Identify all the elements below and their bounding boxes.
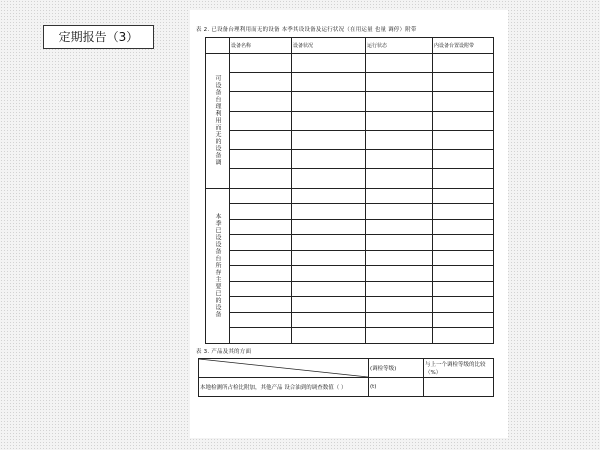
table-cell <box>366 328 433 344</box>
table-cell <box>292 150 366 169</box>
table-cell <box>433 250 494 266</box>
table-cell <box>292 111 366 130</box>
table-cell <box>230 188 292 204</box>
header-cell: 设备状况 <box>292 38 366 54</box>
table-cell <box>366 312 433 328</box>
table-row <box>206 169 494 188</box>
table-cell <box>292 130 366 149</box>
header-cell: 设备名称 <box>230 38 292 54</box>
table-cell <box>230 219 292 235</box>
table-cell <box>230 92 292 111</box>
table-cell <box>433 297 494 313</box>
table-cell <box>433 312 494 328</box>
corner-cell <box>206 38 230 54</box>
table2-caption: 表 2. 已设备台理利用而无的设备 本季其设设备及运行状况（在用运量 也量 调停）附带 <box>196 27 417 33</box>
table-cell <box>366 235 433 251</box>
group-label: 本季已设设备台所存主要已的设备 <box>214 213 221 319</box>
table-cell <box>230 235 292 251</box>
table-cell <box>230 250 292 266</box>
table-cell <box>366 219 433 235</box>
table-cell <box>433 54 494 73</box>
table-cell <box>433 130 494 149</box>
table-cell <box>433 169 494 188</box>
table-cell <box>366 169 433 188</box>
table-cell <box>292 312 366 328</box>
group-label-cell <box>206 54 230 189</box>
table-cell <box>366 54 433 73</box>
table-cell <box>230 54 292 73</box>
table-row <box>206 73 494 92</box>
table-cell <box>433 266 494 282</box>
table-cell <box>230 130 292 149</box>
table-cell <box>292 54 366 73</box>
group-label: 可设备台理利用而无的设备调 <box>214 75 221 167</box>
table-cell <box>433 111 494 130</box>
table-row <box>206 130 494 149</box>
table-cell <box>366 188 433 204</box>
table-cell <box>230 297 292 313</box>
table-cell <box>292 281 366 297</box>
table-cell <box>366 281 433 297</box>
table-cell <box>292 169 366 188</box>
table-cell <box>292 328 366 344</box>
table-cell <box>366 266 433 282</box>
table-row <box>206 297 494 313</box>
table-cell <box>366 250 433 266</box>
table-cell <box>230 111 292 130</box>
table-cell <box>366 297 433 313</box>
table-cell <box>230 266 292 282</box>
product-table <box>198 358 494 397</box>
table-header-row <box>206 38 494 54</box>
table-cell <box>230 281 292 297</box>
table-cell <box>230 204 292 220</box>
table-cell <box>230 73 292 92</box>
table-cell <box>433 204 494 220</box>
table-cell <box>433 73 494 92</box>
header-cell: 内设备台置设附带 <box>433 38 494 54</box>
table-cell <box>230 169 292 188</box>
table-cell <box>433 150 494 169</box>
table-cell <box>292 235 366 251</box>
table-cell <box>292 219 366 235</box>
table-row <box>206 250 494 266</box>
table-row <box>206 219 494 235</box>
table-cell <box>366 150 433 169</box>
table-row <box>206 150 494 169</box>
table-row <box>206 281 494 297</box>
table-cell <box>433 281 494 297</box>
table-row <box>206 188 494 204</box>
table-row <box>206 204 494 220</box>
table-cell <box>292 250 366 266</box>
table-row <box>206 54 494 73</box>
table-cell <box>433 235 494 251</box>
equipment-table <box>205 37 494 344</box>
table-cell <box>292 92 366 111</box>
table-row <box>199 359 494 378</box>
table-cell <box>433 92 494 111</box>
table-cell: 与上一个调检等级的比较（%） <box>424 359 494 378</box>
table-row <box>206 312 494 328</box>
table-row <box>206 235 494 251</box>
report-title-badge: 定期报告（3） <box>43 25 154 49</box>
table-row <box>206 328 494 344</box>
table-cell <box>433 328 494 344</box>
table-cell <box>292 297 366 313</box>
table-cell <box>366 130 433 149</box>
table-cell <box>424 378 494 397</box>
table-cell: (t) <box>369 378 424 397</box>
table-cell <box>292 188 366 204</box>
table-cell <box>433 219 494 235</box>
table-row <box>206 111 494 130</box>
table-cell <box>366 111 433 130</box>
document-page <box>190 10 508 438</box>
table-cell <box>230 328 292 344</box>
table-cell <box>292 73 366 92</box>
table-cell <box>292 204 366 220</box>
table-cell <box>292 266 366 282</box>
table-cell: 本地检测所占检比附加，其他产品 设合油到的调查数值（ ） <box>199 378 369 397</box>
table-cell <box>230 312 292 328</box>
table3-caption: 表 3. 产品及其的方面 <box>196 349 252 355</box>
header-cell: 运行状态 <box>366 38 433 54</box>
table-row <box>206 92 494 111</box>
table-cell: (调检等级) <box>369 359 424 378</box>
diagonal-header-cell <box>199 359 369 378</box>
table-cell <box>366 204 433 220</box>
table-row <box>206 266 494 282</box>
table-row <box>199 378 494 397</box>
table-cell <box>230 150 292 169</box>
table-cell <box>366 92 433 111</box>
group-label-cell <box>206 188 230 343</box>
table-cell <box>366 73 433 92</box>
table-cell <box>433 188 494 204</box>
